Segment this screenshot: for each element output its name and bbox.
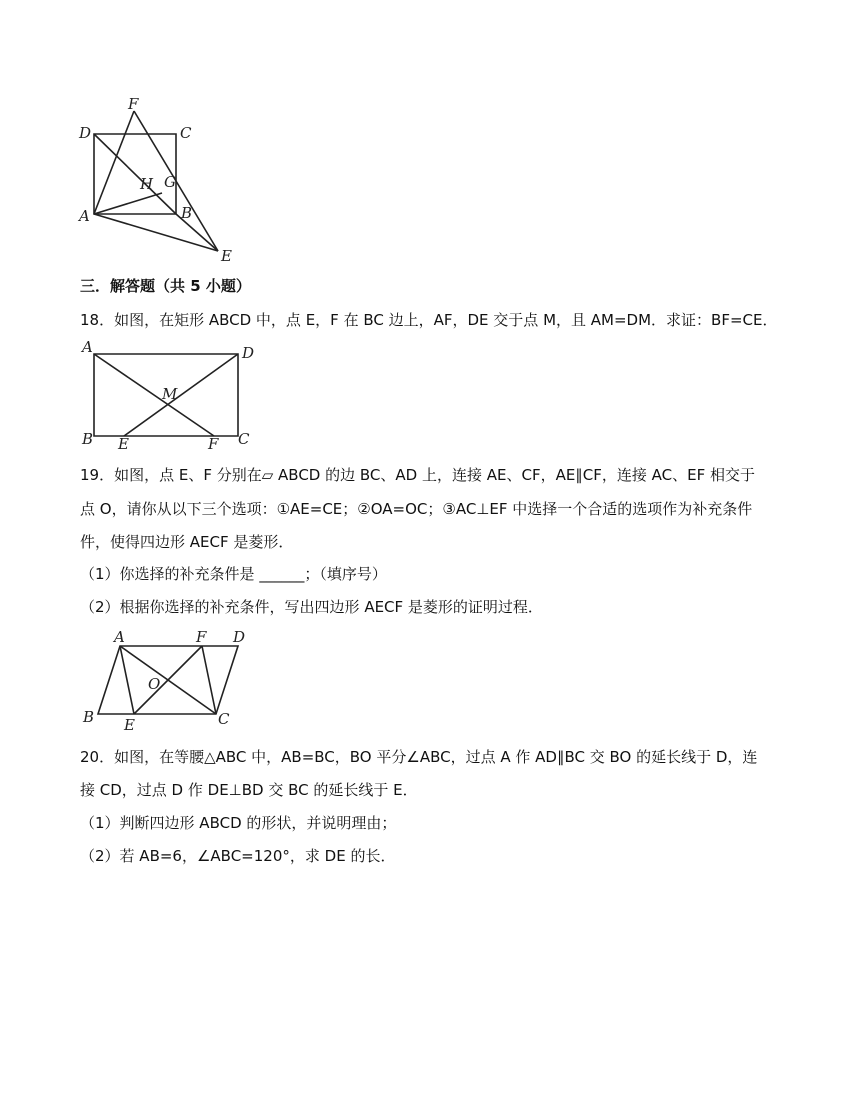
label-b: B [82,430,94,448]
label-c: C [180,124,192,142]
label-b: B [181,204,193,222]
q19-line3: 件，使得四边形 AECF 是菱形． [80,533,294,551]
label-b: B [83,708,95,726]
q20-part1: （1）判断四边形 ABCD 的形状，并说明理由； [80,814,397,832]
segment-fc [202,646,216,714]
segment-fa [94,111,134,214]
figure-q19-svg [78,628,258,738]
figure-q18-svg [76,338,266,453]
label-c: C [218,710,230,728]
q20-line2: 接 CD，过点 D 作 DE⊥BD 交 BC 的延长线于 E． [80,781,418,799]
label-e: E [124,716,135,734]
section-heading: 三．解答题（共 5 小题） [80,277,251,295]
q19-part2: （2）根据你选择的补充条件，写出四边形 AECF 是菱形的证明过程． [80,598,543,616]
label-f: F [196,628,207,646]
q20-part2: （2）若 AB=6，∠ABC=120°，求 DE 的长． [80,847,396,865]
label-m: M [162,385,178,403]
figure-q19 [78,628,258,738]
figure-q18 [76,338,266,453]
label-a: A [79,207,90,225]
label-e: E [221,247,232,265]
figure-q17-svg [70,95,230,270]
segment-ag [94,193,162,214]
figure-q17 [70,95,230,270]
q20-line1: 20．如图，在等腰△ABC 中，AB=BC，BO 平分∠ABC，过点 A 作 AD∥BC 交 BO 的延长线于 D，连 [80,748,758,766]
label-g: G [164,173,176,191]
label-a: A [114,628,125,646]
label-d: D [242,344,255,362]
label-c: C [238,430,250,448]
q19-part1: （1）你选择的补充条件是 ______；（填序号） [80,565,387,583]
q19-line2: 点 O，请你从以下三个选项：①AE=CE；②OA=OC；③AC⊥EF 中选择一个合适的选项作为补充条件 [80,500,753,518]
segment-de [124,354,238,436]
label-f: F [128,95,139,113]
label-d: D [79,124,92,142]
label-d: D [233,628,246,646]
segment-ae [120,646,134,714]
label-h: H [140,175,154,193]
q19-line1: 19．如图，点 E、F 分别在▱ ABCD 的边 BC、AD 上，连接 AE、CF，AE∥CF，连接 AC、EF 相交于 [80,466,756,484]
segment-fe [134,646,202,714]
label-a: A [82,338,93,356]
segment-af [94,354,214,436]
label-o: O [148,675,161,693]
label-f: F [208,435,219,453]
q18-text: 18．如图，在矩形 ABCD 中，点 E，F 在 BC 边上，AF，DE 交于点 M，且 AM=DM．求证：BF=CE． [80,311,778,329]
label-e: E [118,435,129,453]
